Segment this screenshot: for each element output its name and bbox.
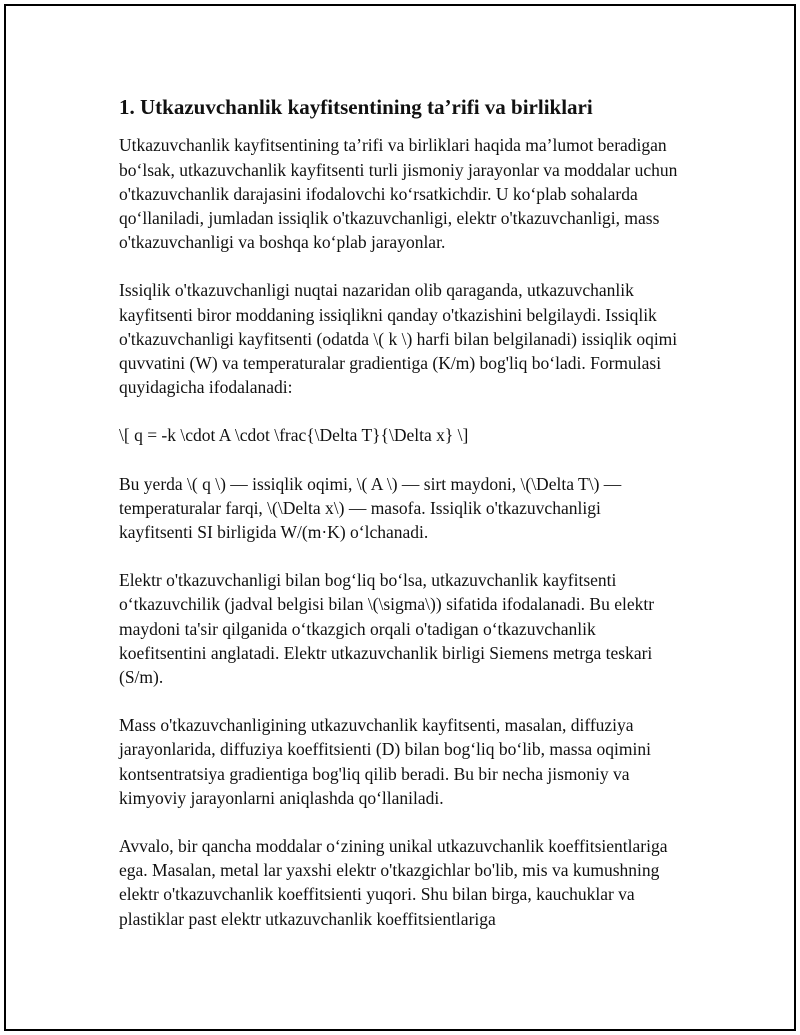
paragraph-material-examples: Avvalo, bir qancha moddalar o‘zining unikal utkazuvchanlik koeffitsientlariga ega. Masalan, metal lar yaxshi elektr o'tkazgichlar bo'lib, mis va kumushning elektr o'tkazuvchanlik koeffitsienti yuqori. Shu bilan birga, kauchuklar va plastiklar past elektr utkazuvchanlik koeffitsientlariga bbox=[119, 835, 668, 929]
paragraph-thermal-conductivity: Issiqlik o'tkazuvchanligi nuqtai nazaridan olib qaraganda, utkazuvchanlik kayfitsenti biror moddaning issiqlikni qanday o'tkazishini belgilaydi. Issiqlik o'tkazuvchanligi kayfitsenti (odatda \( k \) harfi bilan belgilanadi) issiqlik oqimi quvvatini (W) va temperaturalar gradientiga (K/m) bog'liq bo‘ladi. Formulasi quyidagicha ifodalanadi: bbox=[119, 280, 678, 398]
paragraph-formula-explanation: Bu yerda \( q \) — issiqlik oqimi, \( A \) — sirt maydoni, \(\Delta T\) — temperaturalar farqi, \(\Delta x\) — masofa. Issiqlik o'tkazuvchanligi kayfitsenti SI birligida W/(m·K) o‘lchanadi. bbox=[119, 473, 622, 542]
document-body bbox=[119, 94, 679, 955]
section-heading: 1. Utkazuvchanlik kayfitsentining ta’rifi va birliklari bbox=[119, 95, 593, 119]
page-frame bbox=[4, 4, 796, 1031]
formula-line: \[ q = -k \cdot A \cdot \frac{\Delta T}{\Delta x} \] bbox=[119, 425, 469, 446]
paragraph-electrical-conductivity: Elektr o'tkazuvchanligi bilan bog‘liq bo‘lsa, utkazuvchanlik kayfitsenti o‘tkazuvchilik (jadval belgisi bilan \(\sigma\)) sifatida ifodalanadi. Bu elektr maydoni ta'sir qilganida o‘tkazgich orqali o'tadigan o‘tkazuvchanlik koefitsentini anglatadi. Elektr utkazuvchanlik birligi Siemens metrga teskari (S/m). bbox=[119, 570, 655, 687]
paragraph-mass-transfer: Mass o'tkazuvchanligining utkazuvchanlik kayfitsenti, masalan, diffuziya jarayonlarida, diffuziya koeffitsienti (D) bilan bog‘liq bo‘lib, massa oqimini kontsentratsiya gradientiga bog'liq qilib beradi. Bu bir necha jismoniy va kimyoviy jarayonlarni aniqlashda qo‘llaniladi. bbox=[119, 715, 652, 808]
paragraph-definition: Utkazuvchanlik kayfitsentining ta’rifi va birliklari haqida ma’lumot beradigan bo‘lsak, utkazuvchanlik kayfitsenti turli jismoniy jarayonlar va moddalar uchun o'tkazuvchanlik darajasini ifodalovchi ko‘rsatkichdir. U ko‘plab sohalarda qo‘llaniladi, jumladan issiqlik o'tkazuvchanligi, elektr o'tkazuvchanligi, mass o'tkazuvchanligi va boshqa ko‘plab jarayonlar. bbox=[119, 135, 678, 253]
